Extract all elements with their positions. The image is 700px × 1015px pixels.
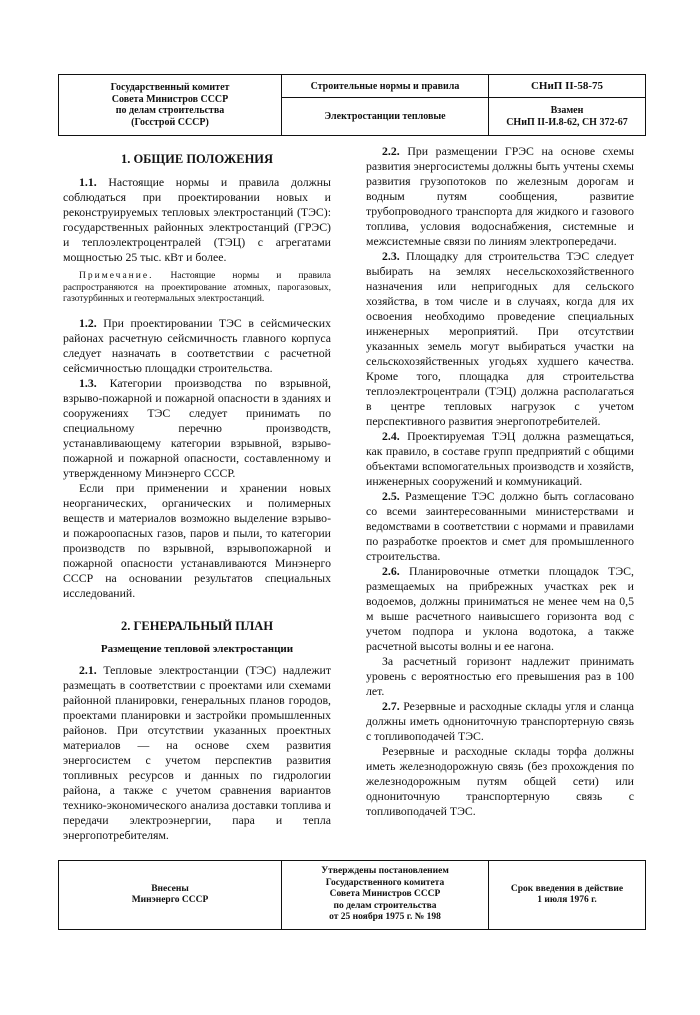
approved-line: Утверждены постановлением <box>321 866 449 877</box>
agency-line: (Госстрой СССР) <box>131 116 209 128</box>
clause-number: 2.4. <box>382 429 400 443</box>
submitted-line: Внесены <box>151 883 189 894</box>
clause-number: 2.7. <box>382 699 400 713</box>
clause-number: 1.3. <box>79 375 97 390</box>
paragraph-text: Тепловые электростанции (ТЭС) надлежит размещать в соответствии с проектами или схемами районной планировки, генеральных планов городов, проектами планировки и застройки промышленных районов. При отсутствии указанных проектных материалов — на основе схем развития энергосистем с учетом перспектив развития топливных ресурсов и данных по гидрологии района, а также с учетом сравнения вариантов технико-экономического анализа доставки топлива и передачи электроэнергии, пара и тепла энергопотребителям. <box>63 662 331 842</box>
series-label: Строительные нормы и правила <box>282 75 488 98</box>
agency-line: по делам строительства <box>115 105 225 116</box>
paragraph-text: Планировочные отметки площадок ТЭС, размещаемых на прибрежных участках рек и водоемов, должны приниматься не менее чем на 0,5 м выше расчетного наивысшего горизонта вод с учетом подпора и уклона водотока, а также расчетной высоты волны и ее нагона. <box>366 564 634 653</box>
effective-line: Срок введения в действие <box>510 883 624 894</box>
note-text: Настоящие нормы и правила распространяются на проектирование атомных, парогазовых, газотурбинных и геотермальных электростанций. <box>63 271 331 304</box>
paragraph <box>63 175 331 265</box>
paragraph: За расчетный горизонт надлежит принимать уровень с вероятностью его превышения раз в 100 лет. <box>366 654 634 698</box>
paragraph <box>366 564 634 654</box>
clause-number: 1.1. <box>79 175 97 189</box>
clause-number: 2.1. <box>79 662 97 677</box>
paragraph <box>366 699 634 744</box>
approved-cell <box>282 861 489 929</box>
footer-table <box>58 860 646 930</box>
clause-number: 2.2. <box>382 144 400 158</box>
right-column <box>366 144 634 819</box>
paragraph <box>366 429 634 489</box>
header-table <box>58 74 646 136</box>
submitted-cell <box>59 861 282 929</box>
replaces-label: Взамен <box>550 104 584 116</box>
paragraph <box>63 663 331 843</box>
paragraph <box>63 316 331 376</box>
paragraph-text: При размещении ГРЭС на основе схемы развития энергосистемы должны быть учтены схемы развития грузопотоков по железным дорогам и водным путям сообщения, развитие трубопроводного транспорта для жидкого и газового топлива, условия водоснабжения, системные и межсистемные связи по линиям электропередачи. <box>366 144 634 248</box>
paragraph-text: Площадку для строительства ТЭС следует выбирать на землях несельскохозяйственного назначения или непригодных для сельского хозяйства, в том числе и в случаях, когда для их освоения необходимо проведение специальных инженерных мероприятий. При отсутствии указанных земель могут выбираться участки на сельскохозяйственных угодьях худшего качества. Кроме того, площадка для строительства теплоэлектроцентрали (ТЭЦ) должна располагаться в центре тепловых нагрузок с учетом перспективного развития энергопотребителей. <box>366 249 634 428</box>
document-title: Электростанции тепловые <box>324 111 446 122</box>
clause-number: 1.2. <box>79 315 97 330</box>
submitted-line: Минэнерго СССР <box>131 895 209 905</box>
section-heading: 1. ОБЩИЕ ПОЛОЖЕНИЯ <box>120 152 274 166</box>
code-cell <box>489 75 645 135</box>
clause-number: 2.3. <box>382 249 400 263</box>
paragraph-text: Категории производства по взрывной, взрыво-пожарной и пожарной опасности в зданиях и сооружениях ТЭС следует принимать по специальному перечню производств, устанавливающему категории взрывной, взрыво-пожарной и пожарной опасности, составленному и утвержденному Минэнерго СССР. <box>63 375 331 480</box>
replaces-block <box>489 98 645 135</box>
paragraph <box>366 249 634 429</box>
paragraph-text: Размещение ТЭС должно быть согласовано со всеми заинтересованными министерствами и ведомствами в соответствии с нормами и правилами по разработке проектов и смет для промышленного строительства. <box>366 489 634 563</box>
title-cell <box>282 75 489 135</box>
approved-line: по делам строительства <box>333 900 437 911</box>
clause-number: 2.6. <box>382 564 400 578</box>
agency-line: Совета Министров СССР <box>111 93 229 105</box>
approved-line: Государственного комитета <box>325 877 445 888</box>
effective-line: 1 июля 1976 г. <box>537 895 597 905</box>
paragraph <box>63 376 331 481</box>
note-label: Примечание. <box>79 271 154 281</box>
paragraph-text: При проектировании ТЭС в сейсмических районах расчетную сейсмичность главного корпуса следует назначать в соответствии с расчетной сейсмичностью площадки строительства. <box>63 315 331 375</box>
section-heading: 2. ГЕНЕРАЛЬНЫЙ ПЛАН <box>120 618 274 633</box>
paragraph-text: Настоящие нормы и правила должны соблюдаться при проектировании новых и реконструируемых тепловых электростанций (ТЭС): государственных районных электростанций (ГРЭС) и теплоэлектроцентралей (ТЭЦ) с агрегатами мощностью 25 тыс. кВт и более. <box>63 175 331 264</box>
approved-line: от 25 ноября 1975 г. № 198 <box>329 912 441 923</box>
document-code: СНиП II-58-75 <box>489 75 645 98</box>
agency-line: Государственный комитет <box>110 82 230 93</box>
paragraph-text: Проектируемая ТЭЦ должна размещаться, как правило, в составе групп предприятий с общими объектами вспомогательных производств и хозяйств, инженерных сооружений и коммуникаций. <box>366 429 634 488</box>
subsection-heading: Размещение тепловой электростанции <box>100 642 294 655</box>
replaces-codes: СНиП II-И.8-62, СН 372-67 <box>506 116 628 128</box>
effective-cell <box>489 861 645 929</box>
paragraph: Резервные и расходные склады торфа должны иметь железнодорожную связь (без прохождения по железнодорожным путям общей сети) или однониточную транспортерную связь с топливоподачей ТЭС. <box>366 744 634 818</box>
left-column <box>63 144 331 843</box>
paragraph <box>366 489 634 564</box>
clause-number: 2.5. <box>382 489 400 503</box>
agency-cell <box>59 75 282 135</box>
note <box>63 271 331 306</box>
paragraph-text: Резервные и расходные склады угля и сланца должны иметь однониточную транспортерную связь с топливоподачей ТЭС. <box>366 699 634 743</box>
approved-line: Совета Министров СССР <box>329 889 441 900</box>
paragraph: Если при применении и хранении новых неорганических, органических и полимерных веществ и материалов возможно выделение взрыво- и пожароопасных газов, паров и пыли, то категории производств по взрывной, взрывопожарной и пожарной опасности устанавливаются Минэнерго СССР на основании результатов специальных исследований. <box>63 480 331 600</box>
paragraph <box>366 144 634 249</box>
